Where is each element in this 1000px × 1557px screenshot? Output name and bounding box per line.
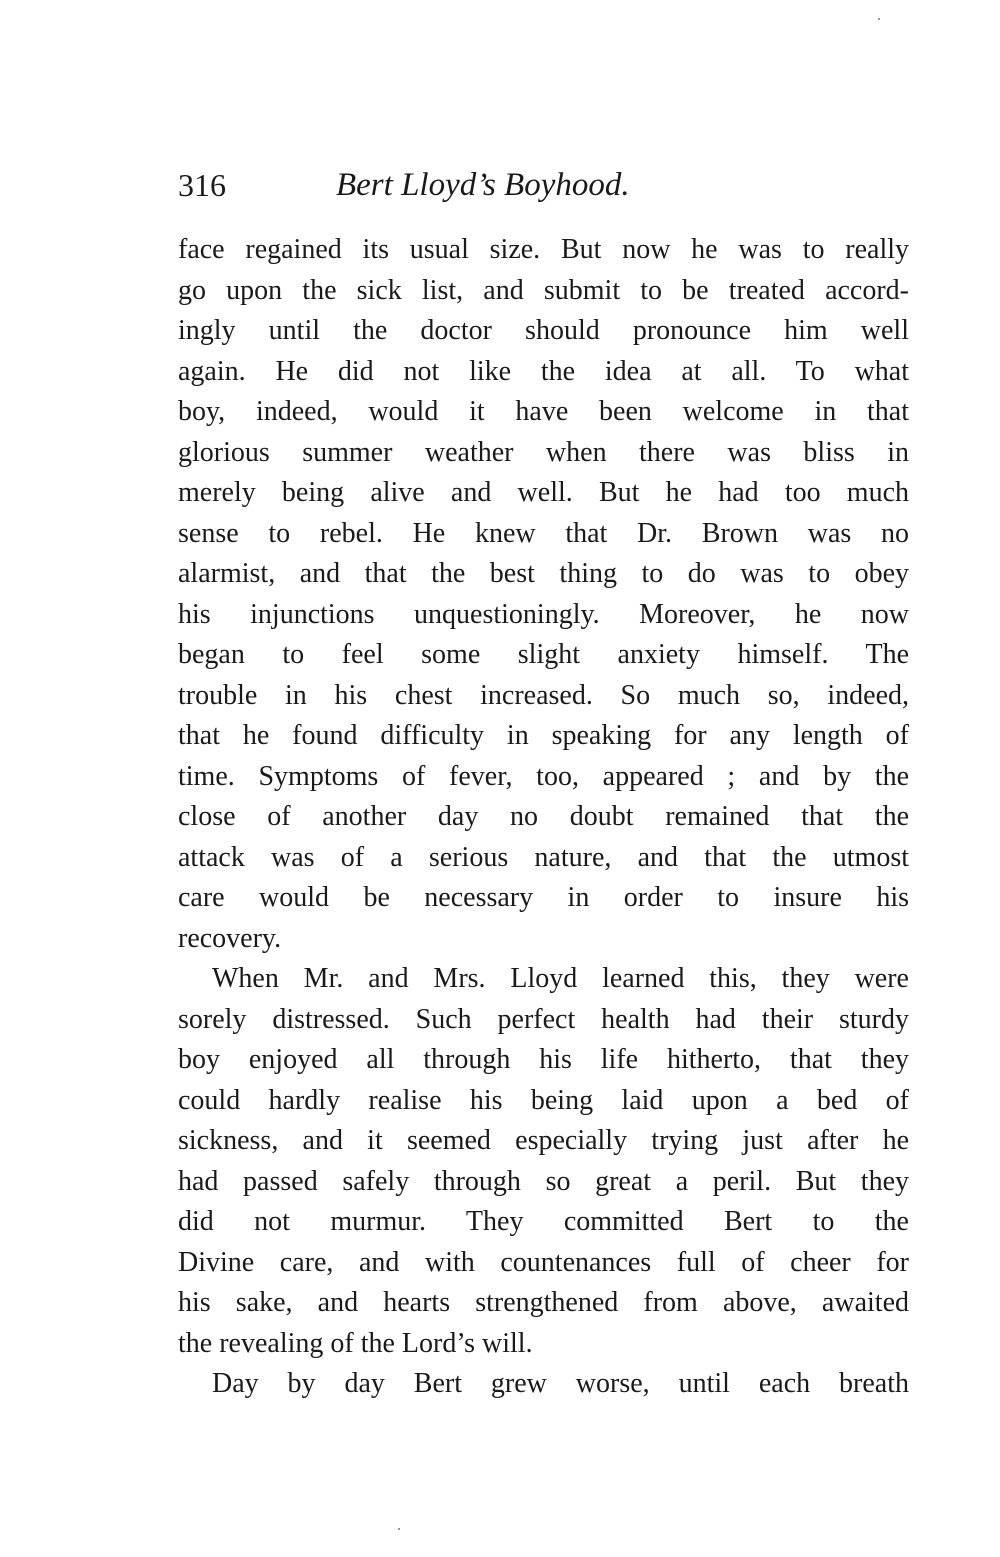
text-line: had passed safely through so great a peril. But they <box>178 1165 909 1197</box>
text-line: care would be necessary in order to insure his <box>178 882 909 913</box>
text-line-paragraph-start: Day by day Bert grew worse, until each breath <box>212 1368 909 1399</box>
text-line: his injunctions unquestioningly. Moreover, he now <box>178 598 909 630</box>
text-line: time. Symptoms of fever, too, appeared ; and by the <box>178 760 909 792</box>
text-line: boy enjoyed all through his life hitherto, that they <box>178 1044 909 1075</box>
body-text <box>178 230 909 1405</box>
page-number: 316 <box>178 167 226 203</box>
text-line: his sake, and hearts strengthened from above, awaited <box>178 1287 909 1318</box>
text-line: sickness, and it seemed especially trying just after he <box>178 1125 909 1156</box>
text-line: sense to rebel. He knew that Dr. Brown was no <box>178 517 909 549</box>
text-line: began to feel some slight anxiety himself. The <box>178 639 909 670</box>
text-line-paragraph-end: recovery. <box>178 922 282 954</box>
text-line: attack was of a serious nature, and that the utmost <box>178 841 909 873</box>
text-line: did not murmur. They committed Bert to the <box>178 1206 909 1237</box>
text-line: ingly until the doctor should pronounce him well <box>178 315 909 346</box>
text-line: face regained its usual size. But now he was to really <box>178 234 909 265</box>
scan-speck <box>398 1528 400 1530</box>
running-head <box>178 160 738 210</box>
text-line: sorely distressed. Such perfect health had their sturdy <box>178 1003 909 1035</box>
scan-speck <box>878 18 880 20</box>
text-line: Divine care, and with countenances full of cheer for <box>178 1246 909 1278</box>
text-line-paragraph-start: When Mr. and Mrs. Lloyd learned this, they were <box>212 963 909 994</box>
text-line: that he found difficulty in speaking for any length of <box>178 720 909 751</box>
text-line: trouble in his chest increased. So much so, indeed, <box>178 679 909 711</box>
text-line: merely being alive and well. But he had too much <box>178 477 909 508</box>
text-line: glorious summer weather when there was bliss in <box>178 436 909 468</box>
text-line: boy, indeed, would it have been welcome in that <box>178 396 909 427</box>
running-title: Bert Lloyd’s Boyhood. <box>336 167 630 203</box>
text-line: go upon the sick list, and submit to be treated accord- <box>178 274 909 306</box>
text-line: alarmist, and that the best thing to do was to obey <box>178 558 909 589</box>
text-line: could hardly realise his being laid upon a bed of <box>178 1084 909 1116</box>
text-line: close of another day no doubt remained that the <box>178 801 909 832</box>
text-line-paragraph-end: the revealing of the Lord’s will. <box>178 1327 533 1359</box>
text-line: again. He did not like the idea at all. To what <box>178 355 909 387</box>
